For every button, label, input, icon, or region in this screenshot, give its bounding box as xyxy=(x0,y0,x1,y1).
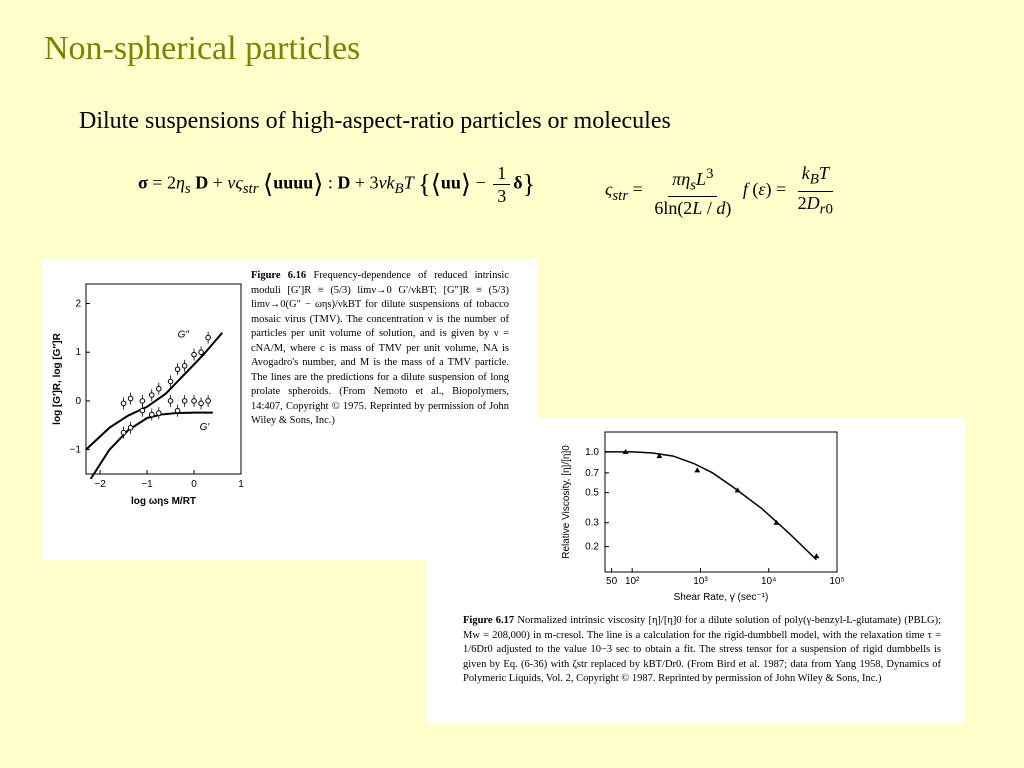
x-tick-label: 10⁵ xyxy=(829,576,845,587)
x-tick-label: 10⁴ xyxy=(761,576,777,587)
data-point xyxy=(140,408,145,413)
data-point xyxy=(168,399,173,404)
data-point xyxy=(199,401,204,406)
x-tick-label: 1 xyxy=(238,479,244,490)
slide-title: Non-spherical particles xyxy=(44,30,361,67)
zeta-equation: $\varsigma_{str}$ = $\frac{\pi\eta_sL^3}{6\ln(2L / d)}$ f (ε) = $\frac{k_BT}{2D_{r0}}$ xyxy=(605,163,833,219)
data-point xyxy=(192,399,197,404)
data-point xyxy=(206,335,211,340)
data-point xyxy=(182,364,187,369)
figure-6-17-label: Figure 6.17 xyxy=(463,615,515,626)
x-tick-label: 0 xyxy=(191,479,197,490)
data-point xyxy=(140,399,145,404)
model-line xyxy=(605,452,816,560)
x-tick-label: −1 xyxy=(141,479,153,490)
y-tick-label: 0.3 xyxy=(585,517,599,529)
data-point xyxy=(199,350,204,355)
y-tick-label: 0.7 xyxy=(585,467,599,479)
y-tick-label: 2 xyxy=(75,298,81,310)
y-tick-label: 1.0 xyxy=(585,446,599,458)
slide-subtitle: Dilute suspensions of high-aspect-ratio particles or molecules xyxy=(79,108,671,134)
annotation-g-double-prime: G″ xyxy=(177,329,189,341)
x-axis-label: Shear Rate, γ̇ (sec⁻¹) xyxy=(673,592,769,603)
x-tick-label: 10² xyxy=(624,576,640,587)
annotation-g-prime: G′ xyxy=(199,422,210,434)
y-axis-label: Relative Viscosity, [η]/[η]0 xyxy=(561,445,572,559)
data-point xyxy=(182,399,187,404)
data-point xyxy=(149,412,154,417)
data-point xyxy=(121,401,126,406)
y-tick-label: 1 xyxy=(75,347,81,359)
figure-6-17-caption-text: Normalized intrinsic viscosity [η]/[η]0 for a dilute solution of poly(γ-benzyl-L-glutamate) (PBLG); Mw = 208,000) in m-cresol. The line is a calculation for the rigid-dumbbell model, with the relaxation time τ = 1/6Dr0 adjusted to the value 10−3 sec to obtain a fit. The stress tensor for a suspension of rigid dumbbells is given by Eq. (6-36) with ζstr replaced by kBT/Dr0. (From Bird et al. 1987; data from Yang 1958, Dynamics of Polymeric Liquids, Vol. 2, Copyright © 1987. Reprinted by permission of John Wiley & Sons, Inc.) xyxy=(463,615,942,684)
data-point xyxy=(149,393,154,398)
y-tick-label: −1 xyxy=(69,444,81,456)
data-point xyxy=(175,408,180,413)
data-point xyxy=(694,467,700,472)
x-tick-label: 10³ xyxy=(693,576,708,587)
theory-line xyxy=(91,413,213,479)
data-point xyxy=(192,352,197,357)
data-point xyxy=(128,396,133,401)
y-axis-label: log [G′]R, log [G″]R xyxy=(52,333,63,425)
stress-equation: $\sigma = 2\eta_s$ $D + \nu\varsigma_{str}$ ⟨uuuu⟩ : $D + 3\nu k_BT$ {⟨uu⟩ − $\frac{1}{3}$ δ} xyxy=(138,163,536,206)
figure-6-16-caption-text: Frequency-dependence of reduced intrinsic moduli [G′]R ≡ (5/3) limν→0 G′/νkBT; [G″]R ≡ (5/3) limν→0(G″ − ωηs)/νkBT for dilute suspensions of tobacco mosaic virus (TMV). The concentration ν is the number of particles per unit volume of solution, and is given by ν = cNA/M, where c is mass of TMV per unit volume, NA is Avogadro's number, and M is the mass of a TMV particle. The lines are the predictions for a dilute suspension of long prolate spheroids. (From Nemoto et al., Biopolymers, 14:407, Copyright © 1975. Reprinted by permission of John Wiley & Sons, Inc.) xyxy=(251,270,509,426)
data-point xyxy=(168,379,173,384)
data-point xyxy=(206,399,211,404)
x-axis-label: log ωηs M/RT xyxy=(130,496,197,507)
data-point xyxy=(157,411,162,416)
figure-6-16-chart xyxy=(46,269,251,519)
figure-6-17-caption xyxy=(463,614,941,687)
x-tick-label: 50 xyxy=(606,576,618,587)
data-point xyxy=(128,425,133,430)
data-point xyxy=(813,553,819,558)
figure-6-16-caption xyxy=(251,269,509,429)
figure-6-17 xyxy=(427,418,965,723)
y-tick-label: 0 xyxy=(75,395,81,407)
data-point xyxy=(175,367,180,372)
figure-6-16-label: Figure 6.16 xyxy=(251,270,307,281)
y-tick-label: 0.5 xyxy=(585,487,599,499)
data-point xyxy=(121,430,126,435)
plot-frame xyxy=(86,284,241,474)
figure-6-17-chart xyxy=(547,422,967,612)
x-tick-label: −2 xyxy=(94,479,106,490)
y-tick-label: 0.2 xyxy=(585,541,599,553)
data-point xyxy=(157,386,162,391)
